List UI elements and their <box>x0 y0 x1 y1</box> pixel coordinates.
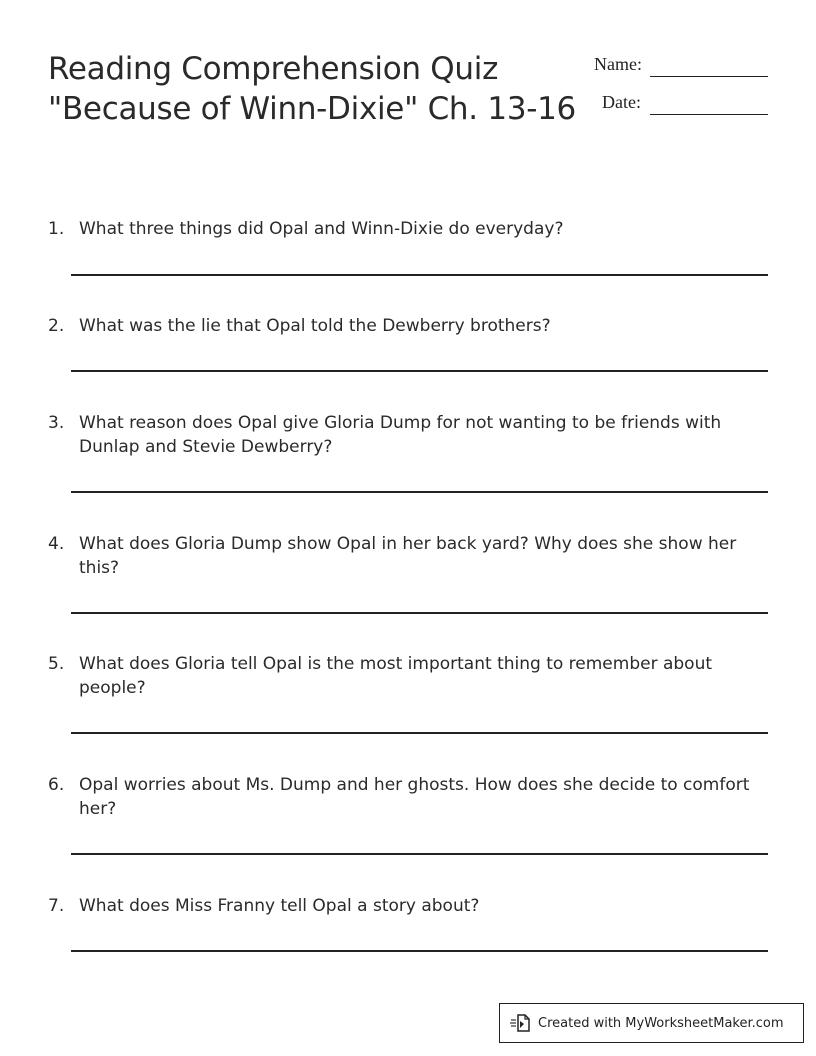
question-text: What reason does Opal give Gloria Dump for not wanting to be friends with Dunlap and Stevie Dewberry? <box>79 413 722 457</box>
question-number: 2. <box>48 316 65 336</box>
question-number: 1. <box>48 219 65 239</box>
answer-line-6[interactable] <box>71 853 768 855</box>
question-1 <box>48 217 768 241</box>
footer-text: Created with MyWorksheetMaker.com <box>538 1015 784 1031</box>
question-number: 5. <box>48 654 65 674</box>
date-field[interactable] <box>650 114 768 115</box>
name-field[interactable] <box>650 76 768 77</box>
answer-line-7[interactable] <box>71 950 768 952</box>
name-label: Name: <box>594 54 642 74</box>
question-text: What three things did Opal and Winn-Dixie do everyday? <box>79 219 564 239</box>
question-number: 4. <box>48 534 65 554</box>
title-line-2: "Because of Winn-Dixie" Ch. 13-16 <box>48 91 576 127</box>
question-text: What does Gloria tell Opal is the most important thing to remember about people? <box>79 654 713 698</box>
question-3 <box>48 411 768 459</box>
answer-line-1[interactable] <box>71 274 768 276</box>
title-line-1: Reading Comprehension Quiz <box>48 51 499 87</box>
question-4 <box>48 532 768 580</box>
question-2 <box>48 314 768 338</box>
worksheet-maker-logo-icon <box>510 1012 532 1034</box>
answer-line-4[interactable] <box>71 612 768 614</box>
question-text: What was the lie that Opal told the Dewberry brothers? <box>79 316 551 336</box>
question-number: 3. <box>48 413 65 433</box>
question-text: What does Miss Franny tell Opal a story about? <box>79 896 480 916</box>
footer-badge[interactable] <box>499 1003 804 1043</box>
date-label: Date: <box>602 92 641 112</box>
answer-line-5[interactable] <box>71 732 768 734</box>
page-title <box>48 49 576 129</box>
question-text: What does Gloria Dump show Opal in her back yard? Why does she show her this? <box>79 534 737 578</box>
question-text: Opal worries about Ms. Dump and her ghosts. How does she decide to comfort her? <box>79 775 750 819</box>
question-7 <box>48 894 768 918</box>
question-number: 6. <box>48 775 65 795</box>
question-number: 7. <box>48 896 65 916</box>
answer-line-2[interactable] <box>71 370 768 372</box>
question-5 <box>48 652 768 700</box>
answer-line-3[interactable] <box>71 491 768 493</box>
question-6 <box>48 773 768 821</box>
